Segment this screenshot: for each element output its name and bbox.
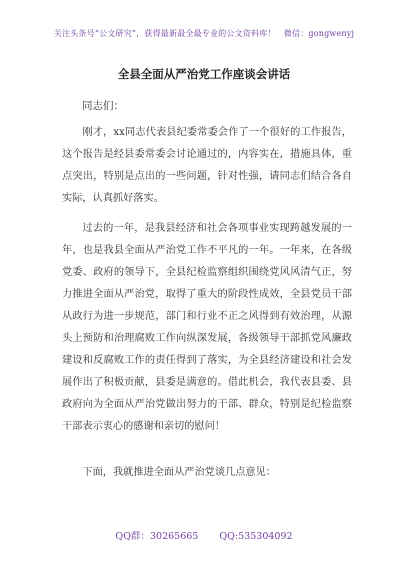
footer-qq-group: QQ群：30265665	[115, 531, 199, 542]
header-note: 关注头条号“公文研究”，获得最新最全最专业的公文资料库！ 微信：gongwenyj	[53, 29, 355, 38]
salutation: 同志们：	[82, 100, 124, 112]
paragraph-transition: 下面，我就推进全面从严治党谈几点意见：	[82, 467, 276, 478]
footer	[0, 528, 408, 542]
footer-qq: QQ:535304092	[219, 531, 293, 542]
document-title: 全县全面从严治党工作座谈会讲话	[117, 67, 291, 81]
paragraph-review: 过去的一年，是我县经济和社会各项事业实现跨越发展的一年，也是我县全面从严治党工作不平凡的一年。一年来，在各级党委、政府的领导下，全县纪检监察组织围绕党风风清气正，努力推进全面从严治党，取得了重大的阶段性成效，全县党员干部从政行为进一步规范，部门和行业不正之风得到有效治理，从源头上预防和治理腐败工作向纵深发展，各级领导干部抓党风廉政建设和反腐败工作的责任得到了落实，为全县经济建设和社会发展作出了积极贡献，县委是满意的。借此机会，我代表县委、县政府向为全面从严治党做出努力的干部、群众，特别是纪检监察干部表示衷心的感谢和亲切的慰问！	[62, 223, 352, 432]
paragraph-opening: 刚才，xx同志代表县纪委常委会作了一个很好的工作报告，这个报告是经县委常委会讨论通过的，内容实在，措施具体，重点突出，特别是点出的一些问题，针对性强，请同志们结合各自实际，认真抓好落实。	[62, 127, 352, 204]
